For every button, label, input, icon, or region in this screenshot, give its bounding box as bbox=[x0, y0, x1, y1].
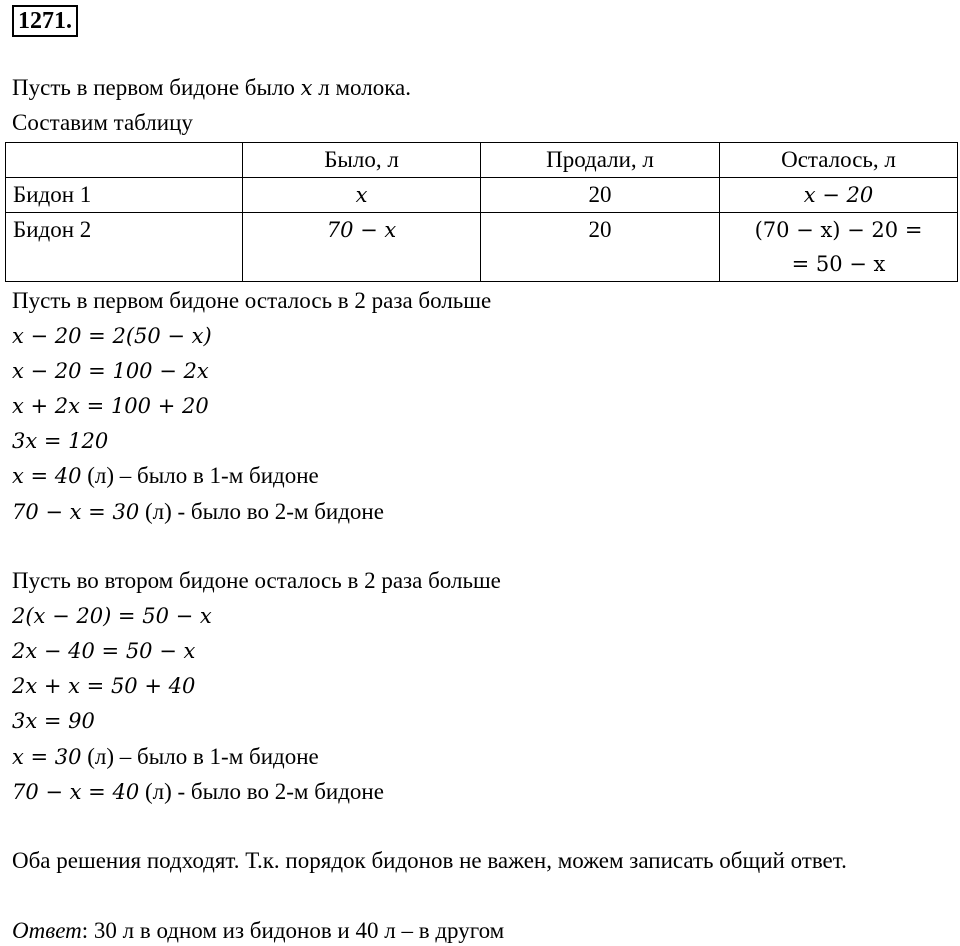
case1-heading: Пусть в первом бидоне осталось в 2 раза больше bbox=[12, 288, 492, 313]
case2-equation-5: x = 30 (л) – было в 1-м бидоне bbox=[12, 744, 319, 769]
data-table bbox=[5, 142, 958, 282]
intro-line-2: Составим таблицу bbox=[12, 110, 193, 135]
case2-equation-6: 70 − x = 40 (л) - было во 2-м бидоне bbox=[12, 779, 384, 804]
intro-line-1: Пусть в первом бидоне было x л молока. bbox=[12, 75, 412, 100]
case2-heading: Пусть во втором бидоне осталось в 2 раза больше bbox=[12, 568, 501, 593]
case2-equation-3: 2x + x = 50 + 40 bbox=[12, 674, 196, 698]
case1-equation-4: 3x = 120 bbox=[12, 429, 109, 453]
header-left: Осталось, л bbox=[720, 143, 958, 178]
answer-line bbox=[12, 916, 504, 946]
cell-left-line-1: (70 − x) − 20 = bbox=[754, 218, 923, 242]
cell-left-line-2: = 50 − x bbox=[791, 252, 886, 276]
header-had: Было, л bbox=[243, 143, 481, 178]
case2-equation-2: 2x − 40 = 50 − x bbox=[12, 639, 196, 663]
answer-label: Ответ bbox=[12, 918, 82, 943]
cell-left bbox=[720, 213, 958, 282]
table-row bbox=[6, 213, 958, 282]
variable-x: x bbox=[300, 76, 313, 100]
header-sold: Продали, л bbox=[481, 143, 720, 178]
case1-equation-1: x − 20 = 2(50 − x) bbox=[12, 324, 212, 348]
table-row bbox=[6, 178, 958, 213]
header-empty bbox=[6, 143, 243, 178]
case1-equation-6: 70 − x = 30 (л) - было во 2-м бидоне bbox=[12, 499, 384, 524]
case2-equation-1: 2(x − 20) = 50 − x bbox=[12, 604, 212, 628]
problem-number: 1271. bbox=[12, 5, 78, 37]
cell-left: x − 20 bbox=[720, 178, 958, 213]
case1-equation-2: x − 20 = 100 − 2x bbox=[12, 359, 209, 383]
conclusion-text: Оба решения подходят. Т.к. порядок бидонов не важен, можем записать общий ответ. bbox=[12, 848, 847, 873]
answer-text: : 30 л в одном из бидонов и 40 л – в другом bbox=[81, 918, 505, 943]
cell-had: x bbox=[243, 178, 481, 213]
case1-equation-3: x + 2x = 100 + 20 bbox=[12, 394, 209, 418]
cell-had: 70 − x bbox=[243, 213, 481, 282]
cell-sold: 20 bbox=[481, 213, 720, 282]
case2-equation-4: 3x = 90 bbox=[12, 709, 95, 733]
case1-equation-5: x = 40 (л) – было в 1-м бидоне bbox=[12, 463, 319, 488]
row-label: Бидон 2 bbox=[6, 213, 243, 282]
row-label: Бидон 1 bbox=[6, 178, 243, 213]
cell-sold: 20 bbox=[481, 178, 720, 213]
table-header-row bbox=[6, 143, 958, 178]
